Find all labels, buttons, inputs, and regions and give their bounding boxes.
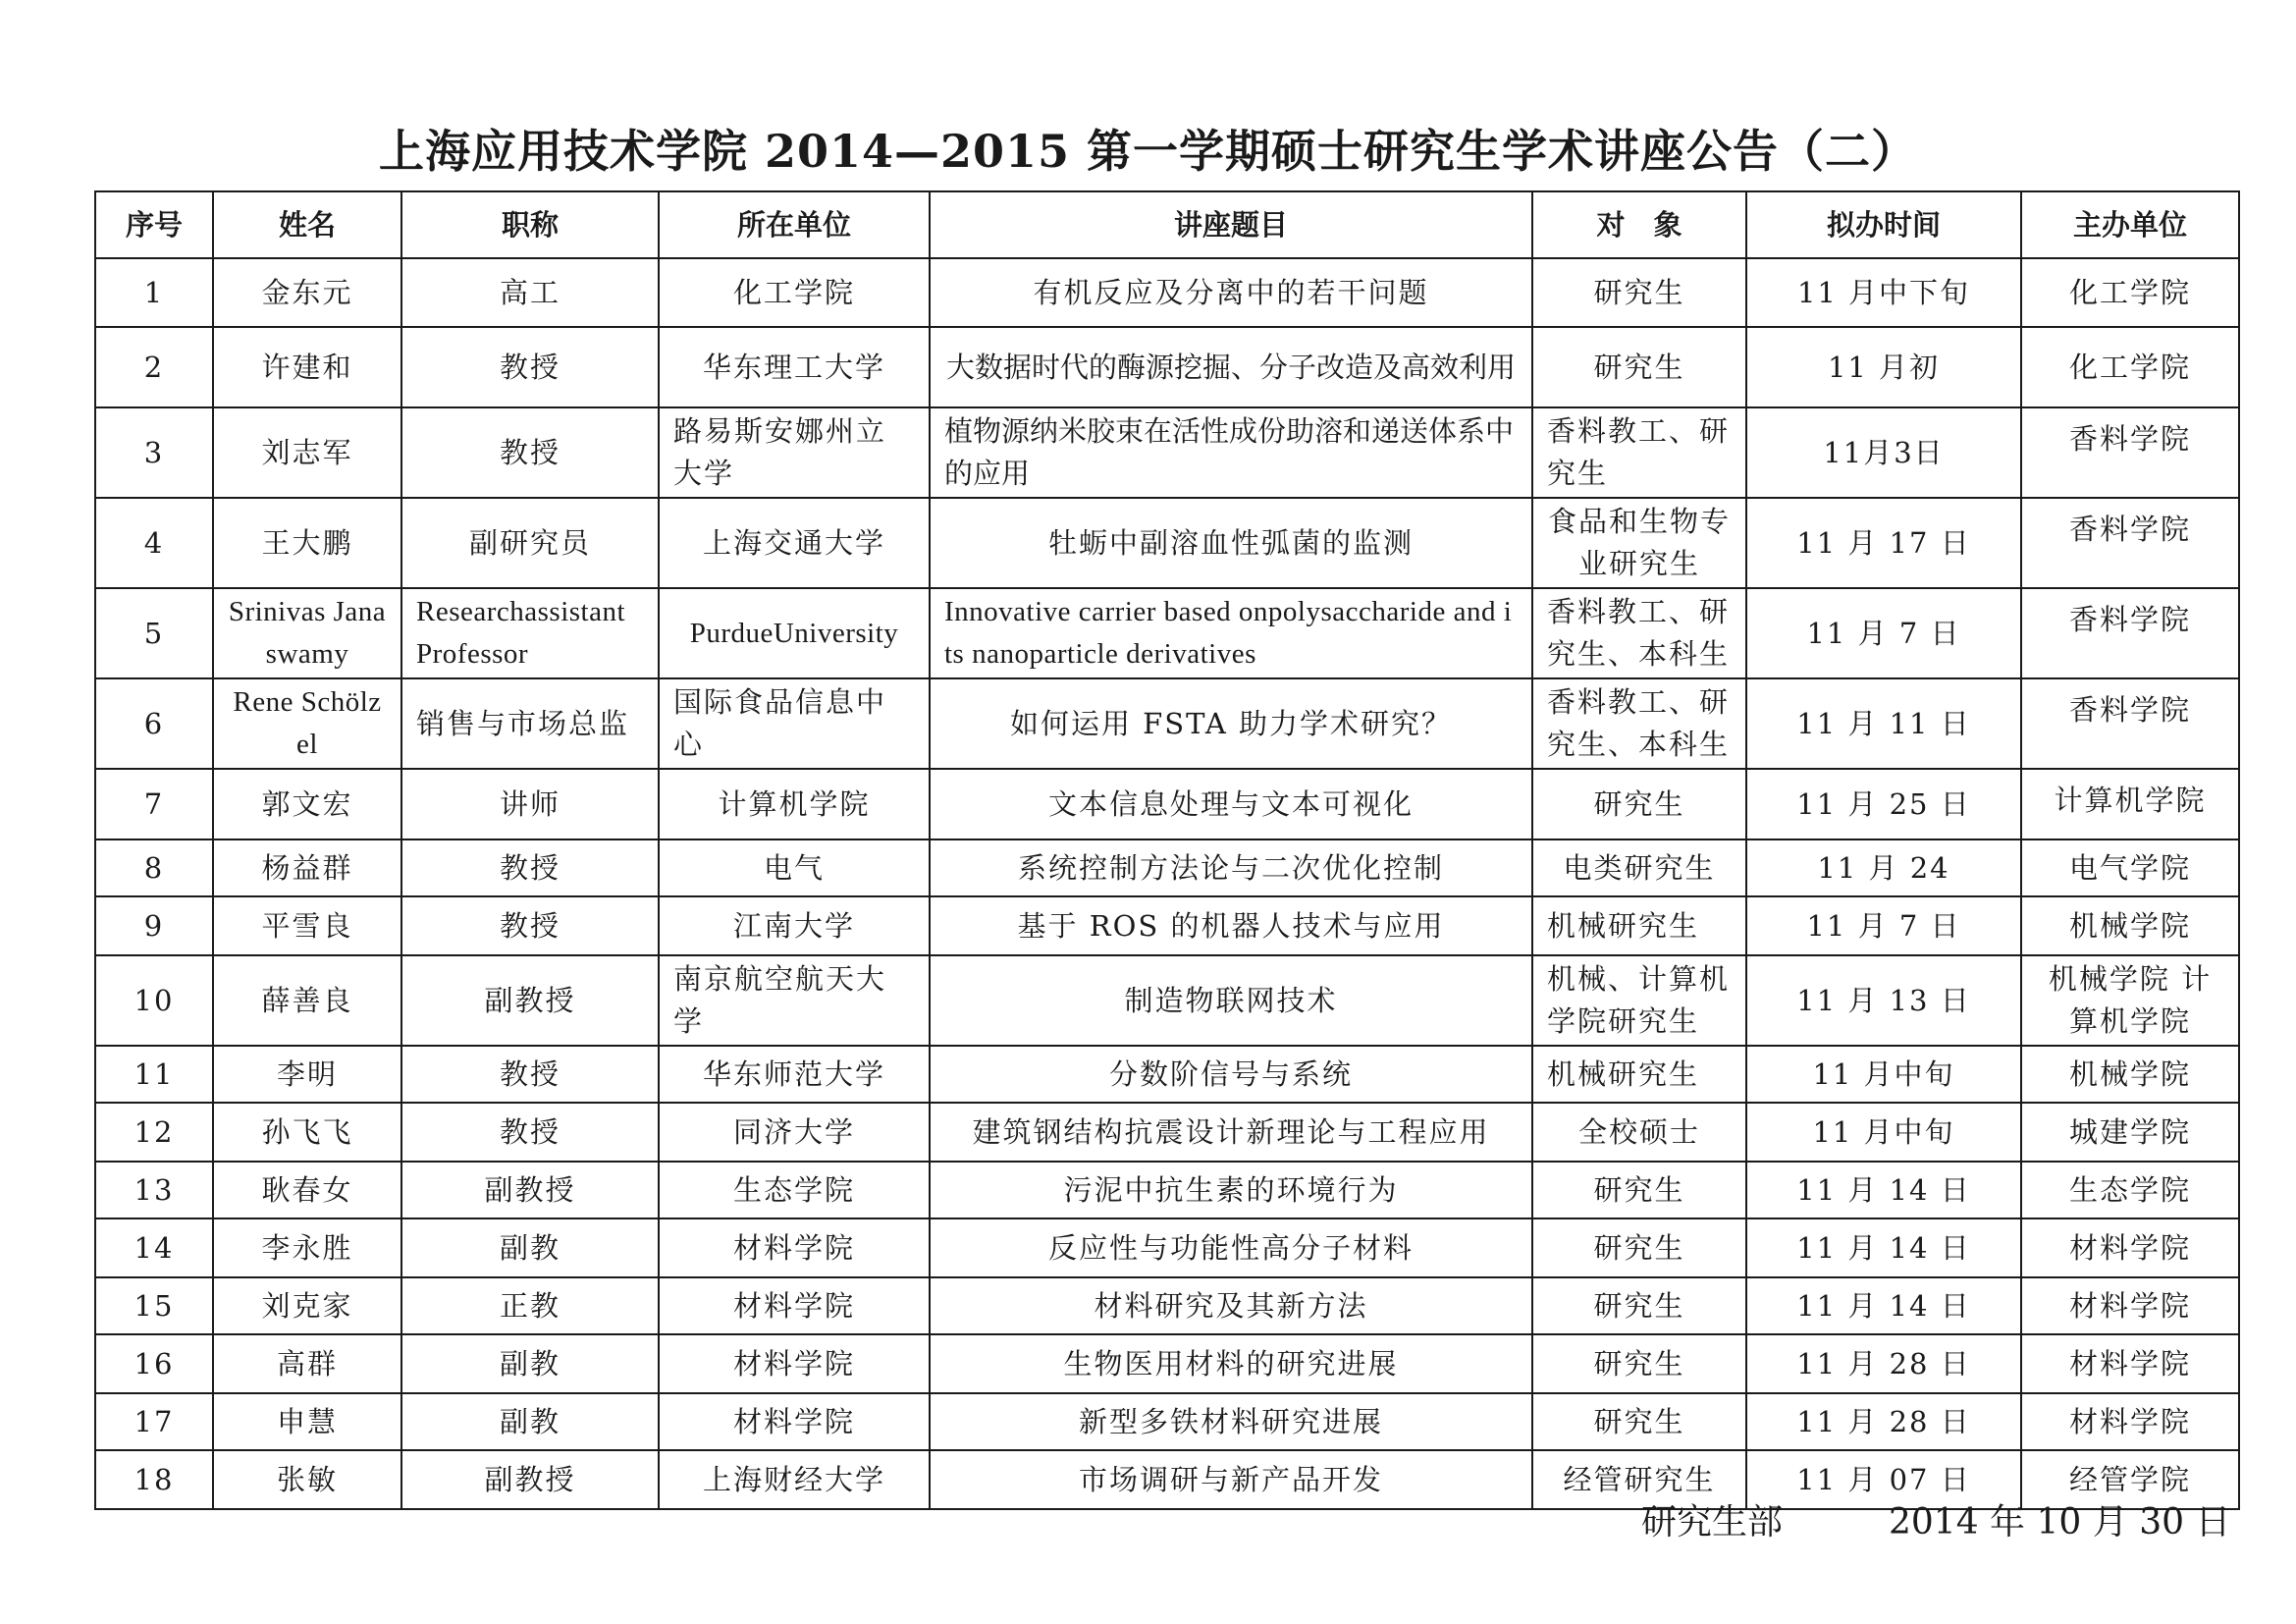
cell-host: 材料学院 xyxy=(2021,1277,2239,1334)
cell-name: 李明 xyxy=(213,1046,401,1103)
cell-audience: 香料教工、研究生、本科生 xyxy=(1532,588,1746,678)
cell-title: 副教 xyxy=(401,1393,659,1450)
header-name: 姓名 xyxy=(213,191,401,258)
cell-host: 香料学院 xyxy=(2021,407,2239,498)
table-row xyxy=(95,678,2239,769)
cell-topic: 分数阶信号与系统 xyxy=(930,1046,1532,1103)
cell-topic: 材料研究及其新方法 xyxy=(930,1277,1532,1334)
cell-audience: 机械研究生 xyxy=(1532,1046,1746,1103)
cell-title: 教授 xyxy=(401,896,659,955)
cell-unit: 华东理工大学 xyxy=(659,327,930,407)
cell-host: 材料学院 xyxy=(2021,1334,2239,1393)
cell-time: 11 月 13 日 xyxy=(1746,955,2021,1046)
cell-name: 许建和 xyxy=(213,327,401,407)
table-row xyxy=(95,839,2239,896)
cell-host: 机械学院 计算机学院 xyxy=(2021,955,2239,1046)
cell-unit: 同济大学 xyxy=(659,1103,930,1162)
cell-name: 薛善良 xyxy=(213,955,401,1046)
table-row xyxy=(95,1334,2239,1393)
cell-audience: 研究生 xyxy=(1532,769,1746,839)
cell-name: Srinivas Janaswamy xyxy=(213,588,401,678)
cell-time: 11 月初 xyxy=(1746,327,2021,407)
cell-time: 11 月中旬 xyxy=(1746,1103,2021,1162)
cell-no: 5 xyxy=(95,588,213,678)
cell-time: 11 月 14 日 xyxy=(1746,1277,2021,1334)
cell-title: 正教 xyxy=(401,1277,659,1334)
cell-time: 11月3日 xyxy=(1746,407,2021,498)
cell-name: 耿春女 xyxy=(213,1162,401,1218)
cell-no: 6 xyxy=(95,678,213,769)
table-row xyxy=(95,896,2239,955)
page-title: 上海应用技术学院 2014—2015 第一学期硕士研究生学术讲座公告（二） xyxy=(378,125,1918,178)
cell-title: 副教 xyxy=(401,1218,659,1277)
cell-unit: 上海交通大学 xyxy=(659,498,930,588)
cell-time: 11 月 28 日 xyxy=(1746,1393,2021,1450)
cell-host: 化工学院 xyxy=(2021,327,2239,407)
cell-unit: 计算机学院 xyxy=(659,769,930,839)
cell-no: 8 xyxy=(95,839,213,896)
cell-time: 11 月 17 日 xyxy=(1746,498,2021,588)
cell-no: 2 xyxy=(95,327,213,407)
table-row xyxy=(95,769,2239,839)
cell-topic: 基于 ROS 的机器人技术与应用 xyxy=(930,896,1532,955)
cell-title: 教授 xyxy=(401,1103,659,1162)
cell-audience: 机械、计算机学院研究生 xyxy=(1532,955,1746,1046)
header-audience: 对 象 xyxy=(1532,191,1746,258)
cell-title: 教授 xyxy=(401,1046,659,1103)
table-row xyxy=(95,498,2239,588)
cell-no: 1 xyxy=(95,258,213,327)
cell-audience: 研究生 xyxy=(1532,327,1746,407)
cell-unit: 国际食品信息中心 xyxy=(659,678,930,769)
cell-topic: 生物医用材料的研究进展 xyxy=(930,1334,1532,1393)
cell-unit: 电气 xyxy=(659,839,930,896)
cell-host: 城建学院 xyxy=(2021,1103,2239,1162)
table-row xyxy=(95,407,2239,498)
cell-title: 副教 xyxy=(401,1334,659,1393)
cell-host: 经管学院 xyxy=(2021,1450,2239,1509)
cell-no: 10 xyxy=(95,955,213,1046)
cell-title: 副教授 xyxy=(401,955,659,1046)
cell-audience: 研究生 xyxy=(1532,1277,1746,1334)
cell-unit: 材料学院 xyxy=(659,1393,930,1450)
cell-name: 王大鹏 xyxy=(213,498,401,588)
cell-time: 11 月中下旬 xyxy=(1746,258,2021,327)
cell-host: 香料学院 xyxy=(2021,498,2239,588)
cell-host: 香料学院 xyxy=(2021,678,2239,769)
cell-title: 副教授 xyxy=(401,1162,659,1218)
table-row xyxy=(95,1103,2239,1162)
cell-unit: 材料学院 xyxy=(659,1218,930,1277)
cell-audience: 经管研究生 xyxy=(1532,1450,1746,1509)
cell-host: 计算机学院 xyxy=(2021,769,2239,839)
lecture-table xyxy=(94,190,2240,1510)
cell-time: 11 月中旬 xyxy=(1746,1046,2021,1103)
cell-topic: 如何运用 FSTA 助力学术研究？ xyxy=(930,678,1532,769)
cell-no: 18 xyxy=(95,1450,213,1509)
header-title: 职称 xyxy=(401,191,659,258)
cell-title: 讲师 xyxy=(401,769,659,839)
cell-no: 4 xyxy=(95,498,213,588)
cell-host: 材料学院 xyxy=(2021,1393,2239,1450)
cell-no: 3 xyxy=(95,407,213,498)
cell-no: 9 xyxy=(95,896,213,955)
cell-unit: PurdueUniversity xyxy=(659,588,930,678)
cell-audience: 研究生 xyxy=(1532,1334,1746,1393)
header-topic: 讲座题目 xyxy=(930,191,1532,258)
cell-name: 张敏 xyxy=(213,1450,401,1509)
cell-topic: 新型多铁材料研究进展 xyxy=(930,1393,1532,1450)
cell-time: 11 月 14 日 xyxy=(1746,1218,2021,1277)
cell-name: 杨益群 xyxy=(213,839,401,896)
cell-time: 11 月 7 日 xyxy=(1746,588,2021,678)
header-time: 拟办时间 xyxy=(1746,191,2021,258)
cell-no: 14 xyxy=(95,1218,213,1277)
cell-topic: 市场调研与新产品开发 xyxy=(930,1450,1532,1509)
cell-name: 刘克家 xyxy=(213,1277,401,1334)
cell-host: 香料学院 xyxy=(2021,588,2239,678)
cell-topic: 大数据时代的酶源挖掘、分子改造及高效利用 xyxy=(930,327,1532,407)
table-row xyxy=(95,258,2239,327)
cell-unit: 材料学院 xyxy=(659,1334,930,1393)
cell-audience: 研究生 xyxy=(1532,258,1746,327)
cell-topic: 文本信息处理与文本可视化 xyxy=(930,769,1532,839)
table-row xyxy=(95,1277,2239,1334)
cell-unit: 路易斯安娜州立大学 xyxy=(659,407,930,498)
header-unit: 所在单位 xyxy=(659,191,930,258)
cell-unit: 华东师范大学 xyxy=(659,1046,930,1103)
cell-audience: 研究生 xyxy=(1532,1162,1746,1218)
cell-name: 平雪良 xyxy=(213,896,401,955)
cell-no: 17 xyxy=(95,1393,213,1450)
cell-title: 副研究员 xyxy=(401,498,659,588)
cell-host: 电气学院 xyxy=(2021,839,2239,896)
cell-time: 11 月 24 xyxy=(1746,839,2021,896)
table-row xyxy=(95,1218,2239,1277)
table-row xyxy=(95,327,2239,407)
cell-no: 15 xyxy=(95,1277,213,1334)
cell-host: 材料学院 xyxy=(2021,1218,2239,1277)
footer-date: 2014 年 10 月 30 日 xyxy=(1889,1502,2231,1543)
cell-name: 郭文宏 xyxy=(213,769,401,839)
cell-name: 孙飞飞 xyxy=(213,1103,401,1162)
cell-name: Rene Schölzel xyxy=(213,678,401,769)
cell-no: 13 xyxy=(95,1162,213,1218)
cell-unit: 化工学院 xyxy=(659,258,930,327)
cell-unit: 生态学院 xyxy=(659,1162,930,1218)
table-row xyxy=(95,1162,2239,1218)
cell-title: 教授 xyxy=(401,839,659,896)
header-host: 主办单位 xyxy=(2021,191,2239,258)
cell-name: 申慧 xyxy=(213,1393,401,1450)
cell-title: 销售与市场总监 xyxy=(401,678,659,769)
cell-unit: 材料学院 xyxy=(659,1277,930,1334)
cell-no: 11 xyxy=(95,1046,213,1103)
cell-no: 7 xyxy=(95,769,213,839)
cell-host: 化工学院 xyxy=(2021,258,2239,327)
cell-no: 16 xyxy=(95,1334,213,1393)
cell-audience: 食品和生物专业研究生 xyxy=(1532,498,1746,588)
cell-audience: 研究生 xyxy=(1532,1393,1746,1450)
cell-topic: 反应性与功能性高分子材料 xyxy=(930,1218,1532,1277)
cell-name: 刘志军 xyxy=(213,407,401,498)
cell-no: 12 xyxy=(95,1103,213,1162)
cell-time: 11 月 11 日 xyxy=(1746,678,2021,769)
table-row xyxy=(95,1393,2239,1450)
cell-host: 生态学院 xyxy=(2021,1162,2239,1218)
footer-department: 研究生部 xyxy=(1641,1502,1784,1543)
cell-unit: 南京航空航天大学 xyxy=(659,955,930,1046)
cell-name: 李永胜 xyxy=(213,1218,401,1277)
cell-name: 高群 xyxy=(213,1334,401,1393)
cell-topic: 植物源纳米胶束在活性成份助溶和递送体系中的应用 xyxy=(930,407,1532,498)
cell-unit: 上海财经大学 xyxy=(659,1450,930,1509)
cell-title: 教授 xyxy=(401,327,659,407)
cell-title: 高工 xyxy=(401,258,659,327)
cell-topic: 有机反应及分离中的若干问题 xyxy=(930,258,1532,327)
cell-name: 金东元 xyxy=(213,258,401,327)
cell-time: 11 月 28 日 xyxy=(1746,1334,2021,1393)
cell-topic: 污泥中抗生素的环境行为 xyxy=(930,1162,1532,1218)
cell-time: 11 月 25 日 xyxy=(1746,769,2021,839)
cell-audience: 全校硕士 xyxy=(1532,1103,1746,1162)
cell-topic: 牡蛎中副溶血性弧菌的监测 xyxy=(930,498,1532,588)
header-row xyxy=(95,191,2239,258)
table-row xyxy=(95,588,2239,678)
cell-title: 教授 xyxy=(401,407,659,498)
cell-audience: 香料教工、研究生、本科生 xyxy=(1532,678,1746,769)
table-row xyxy=(95,955,2239,1046)
cell-topic: 建筑钢结构抗震设计新理论与工程应用 xyxy=(930,1103,1532,1162)
table-row xyxy=(95,1046,2239,1103)
cell-topic: Innovative carrier based onpolysaccharide and its nanoparticle derivatives xyxy=(930,588,1532,678)
cell-audience: 机械研究生 xyxy=(1532,896,1746,955)
header-no: 序号 xyxy=(95,191,213,258)
cell-host: 机械学院 xyxy=(2021,1046,2239,1103)
cell-time: 11 月 07 日 xyxy=(1746,1450,2021,1509)
cell-audience: 电类研究生 xyxy=(1532,839,1746,896)
cell-title: Researchassistant Professor xyxy=(401,588,659,678)
cell-title: 副教授 xyxy=(401,1450,659,1509)
cell-audience: 香料教工、研究生 xyxy=(1532,407,1746,498)
cell-unit: 江南大学 xyxy=(659,896,930,955)
cell-time: 11 月 7 日 xyxy=(1746,896,2021,955)
cell-topic: 制造物联网技术 xyxy=(930,955,1532,1046)
cell-audience: 研究生 xyxy=(1532,1218,1746,1277)
cell-topic: 系统控制方法论与二次优化控制 xyxy=(930,839,1532,896)
cell-host: 机械学院 xyxy=(2021,896,2239,955)
cell-time: 11 月 14 日 xyxy=(1746,1162,2021,1218)
